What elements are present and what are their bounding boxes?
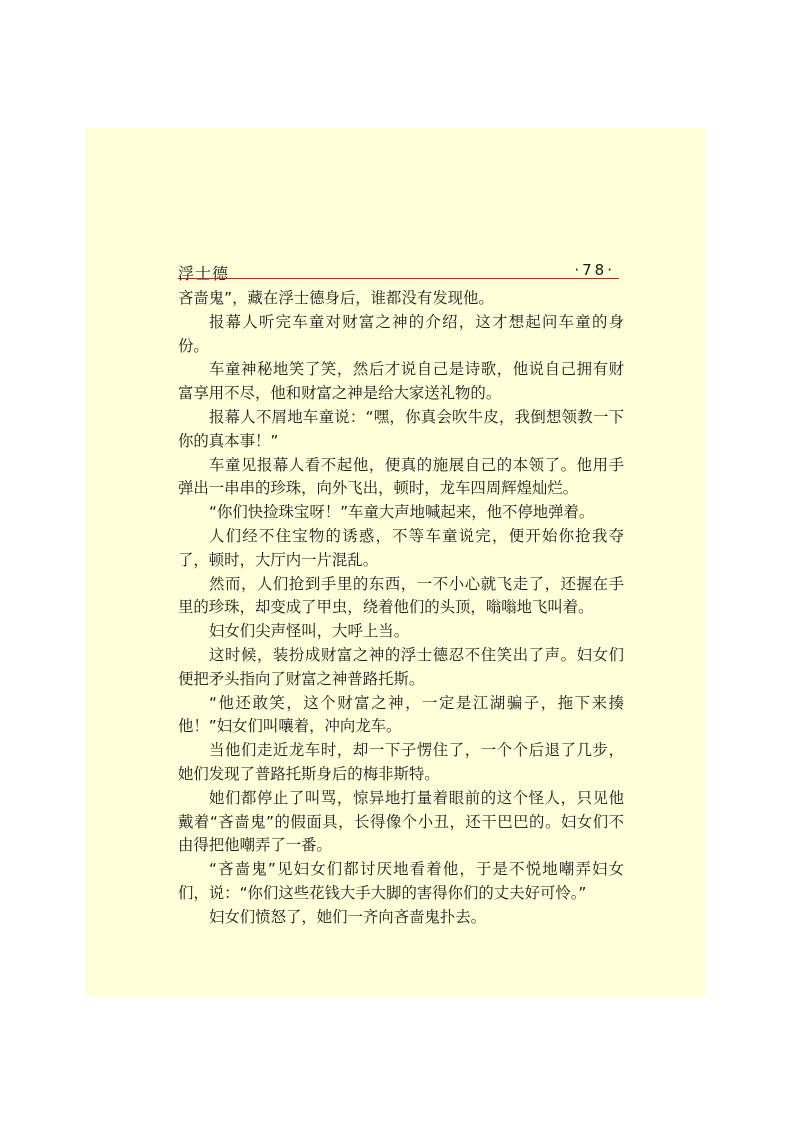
paragraph: 车童见报幕人看不起他，便真的施展自己的本领了。他用手弹出一串串的珍珠，向外飞出，顿时，龙车四周辉煌灿烂。: [178, 455, 624, 498]
book-title: 浮士德: [178, 264, 230, 283]
paragraph: “你们快捡珠宝呀！”车童大声地喊起来，他不停地弹着。: [209, 503, 595, 522]
paragraph: “他还敢笑，这个财富之神，一定是江湖骗子，拖下来揍他！”妇女们叫嚷着，冲向龙车。: [178, 693, 624, 736]
header-rule: [178, 278, 619, 279]
paragraph: 妇女们尖声怪叫，大呼上当。: [209, 622, 410, 641]
paragraph: 车童神秘地笑了笑，然后才说自己是诗歌，他说自己拥有财富享用不尽，他和财富之神是给大家送礼物的。: [178, 360, 624, 403]
paragraph: 这时候，装扮成财富之神的浮士德忍不住笑出了声。妇女们便把矛头指向了财富之神普路托斯。: [178, 645, 624, 688]
page-body: [178, 287, 624, 930]
book-page: [85, 128, 706, 997]
paragraph: 她们都停止了叫骂，惊异地打量着眼前的这个怪人，只见他戴着“吝啬鬼”的假面具，长得像个小丑，还干巴巴的。妇女们不由得把他嘲弄了一番。: [178, 788, 624, 855]
paragraph: 人们经不住宝物的诱惑，不等车童说完，便开始你抢我夺了，顿时，大厅内一片混乱。: [178, 526, 624, 569]
paragraph: 当他们走近龙车时，却一下子愣住了，一个个后退了几步，她们发现了普路托斯身后的梅非斯特。: [178, 741, 624, 783]
running-header: [178, 261, 615, 285]
paragraph: 报幕人听完车童对财富之神的介绍，这才想起问车童的身份。: [178, 312, 624, 355]
paragraph: “吝啬鬼”见妇女们都讨厌地看着他，于是不悦地嘲弄妇女们，说：“你们这些花钱大手大脚的害得你们的丈夫好可怜。”: [178, 860, 624, 902]
page-number: ·78·: [574, 261, 615, 279]
paragraph: 报幕人不屑地车童说：“嘿，你真会吹牛皮，我倒想领教一下你的真本事！”: [178, 407, 624, 450]
paragraph: 吝啬鬼”，藏在浮士德身后，谁都没有发现他。: [178, 289, 494, 307]
paragraph: 然而，人们抢到手里的东西，一不小心就飞走了，还握在手里的珍珠，却变成了甲虫，绕着他们的头顶，嗡嗡地飞叫着。: [178, 574, 624, 617]
paragraph: 妇女们愤怒了，她们一齐向吝啬鬼扑去。: [209, 907, 487, 926]
